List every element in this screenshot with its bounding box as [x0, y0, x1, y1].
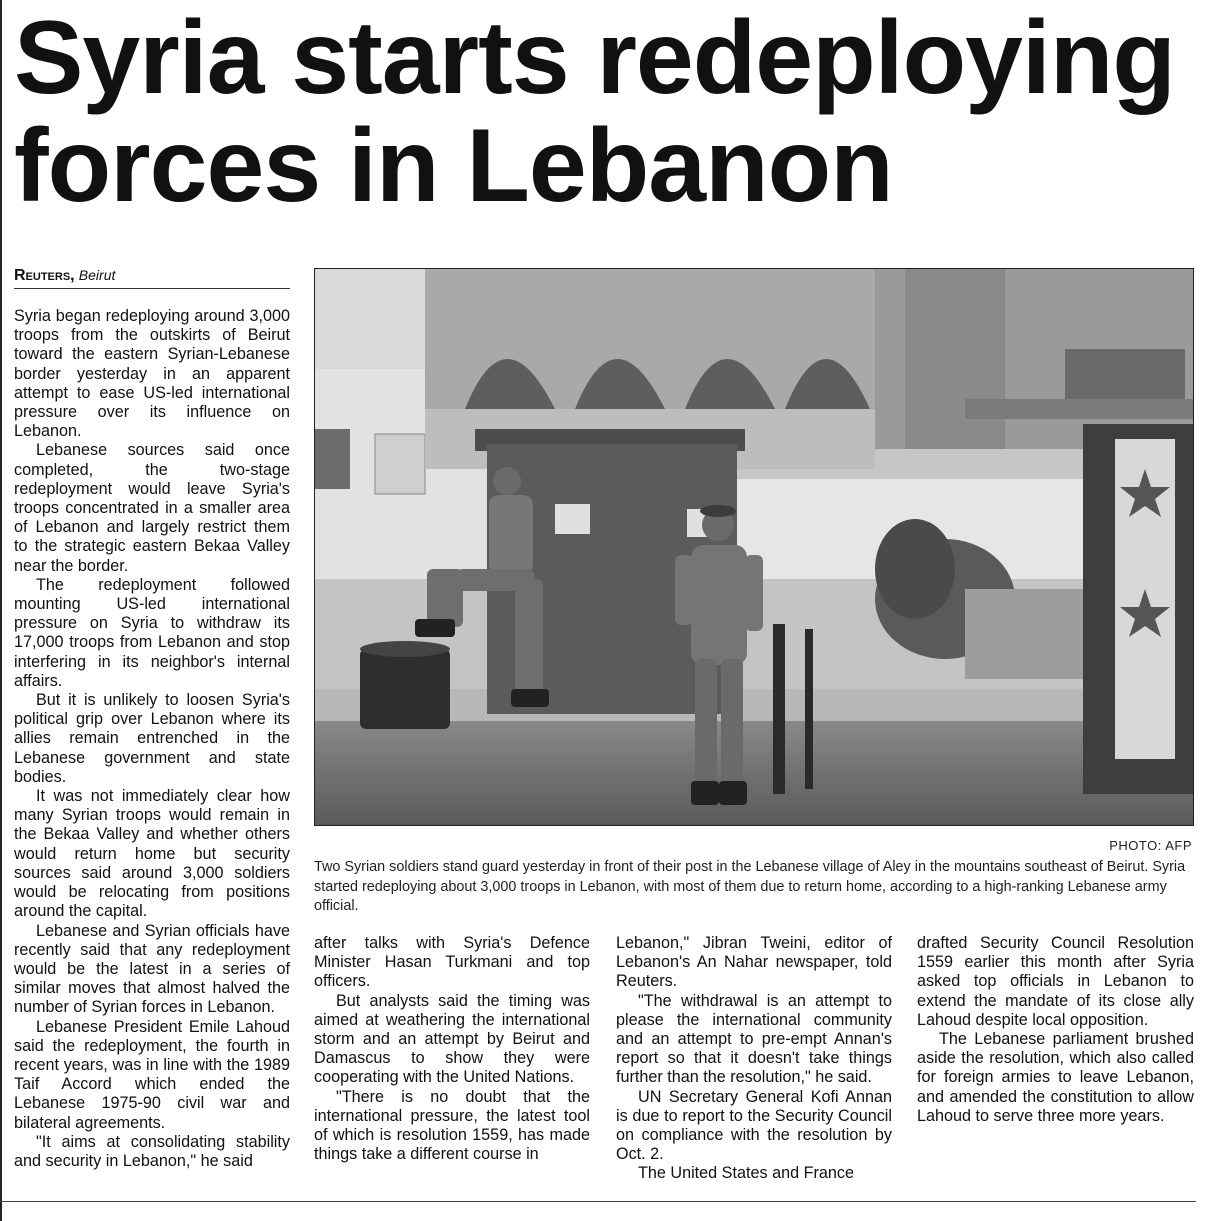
article-column-2: [314, 934, 590, 1164]
photo-caption: Two Syrian soldiers stand guard yesterday in front of their post in the Lebanese village of Aley in the mountains southeast of Beirut. Syria started redeploying about 3,000 troops in Lebanon, with most of them due to return home, according to a high-ranking Lebanese army official.: [314, 859, 1186, 914]
article-column-3: [616, 934, 892, 1184]
paragraph: "It aims at consolidating stability and security in Lebanon," he said: [14, 1132, 290, 1170]
paragraph: Syria began redeploying around 3,000 troops from the outskirts of Beirut toward the eastern Syrian-Lebanese border yesterday in an apparent attempt to ease US-led international pressure over its influence on Lebanon.: [14, 307, 290, 441]
paragraph: The Lebanese parliament brushed aside the resolution, which also called for foreign armies to leave Lebanon, and amended the constitution to allow Lahoud to serve three more years.: [917, 1030, 1194, 1125]
byline-place: Beirut: [78, 267, 116, 283]
paragraph: Lebanese sources said once completed, the two-stage redeployment would leave Syria's troops concentrated in a smaller area of Lebanon and largely restrict them to the strategic eastern Bekaa Valley near the border.: [14, 441, 290, 575]
paragraph: "There is no doubt that the international pressure, the latest tool of which is resolution 1559, has made things take a different course in: [314, 1087, 590, 1164]
paragraph: after talks with Syria's Defence Minister Hasan Turkmani and top officers.: [314, 934, 590, 991]
news-photo: [314, 268, 1194, 826]
paragraph: The United States and France: [638, 1164, 854, 1183]
paragraph: Lebanese and Syrian officials have recently said that any redeployment would be the latest in a series of similar moves that almost halved the number of Syrian forces in Lebanon.: [14, 921, 290, 1017]
headline: [14, 0, 1214, 224]
paragraph: The redeployment followed mounting US-led international pressure on Syria to withdraw its 17,000 troops from Lebanon and stop interfering in its neighbor's internal affairs.: [14, 575, 290, 690]
paragraph: "The withdrawal is an attempt to please the international community and an attempt to pre-empt Annan's report so that it doesn't take things further than the resolution," he said.: [616, 991, 892, 1087]
headline-line-1: Syria starts redeploying: [14, 0, 1175, 116]
photo-credit: PHOTO: AFP: [1109, 838, 1192, 853]
article-column-4: [917, 934, 1194, 1126]
paragraph: Lebanese President Emile Lahoud said the redeployment, the fourth in recent years, was in line with the 1989 Taif Accord which ended the Lebanese 1975-90 civil war and bilateral agreements.: [14, 1017, 290, 1132]
left-border-rule: [0, 0, 2, 1221]
paragraph: UN Secretary General Kofi Annan is due to report to the Security Council on compliance with the resolution by Oct. 2.: [616, 1087, 892, 1164]
paragraph: But it is unlikely to loosen Syria's political grip over Lebanon where its allies remain entrenched in the Lebanese government and state bodies.: [14, 691, 290, 786]
paragraph: It was not immediately clear how many Syrian troops would remain in the Bekaa Valley and whether others would return home but security sources said around 3,000 soldiers would be relocating from positions around the capital.: [14, 787, 290, 921]
paragraph: drafted Security Council Resolution 1559 earlier this month after Syria asked top officials in Lebanon to extend the mandate of its close ally Lahoud despite local opposition.: [917, 934, 1194, 1029]
paragraph: But analysts said the timing was aimed at weathering the international storm and an attempt by Beirut and Damascus to show they were cooperating with the United Nations.: [314, 991, 590, 1087]
bottom-rule: [0, 1201, 1196, 1202]
byline-agency: Reuters,: [14, 267, 75, 284]
article-column-1: [14, 307, 290, 1171]
headline-line-2: forces in Lebanon: [14, 108, 893, 224]
byline: [14, 266, 290, 289]
soldiers-photo-illustration: [315, 269, 1193, 825]
paragraph: Lebanon," Jibran Tweini, editor of Lebanon's An Nahar newspaper, told Reuters.: [616, 934, 892, 991]
